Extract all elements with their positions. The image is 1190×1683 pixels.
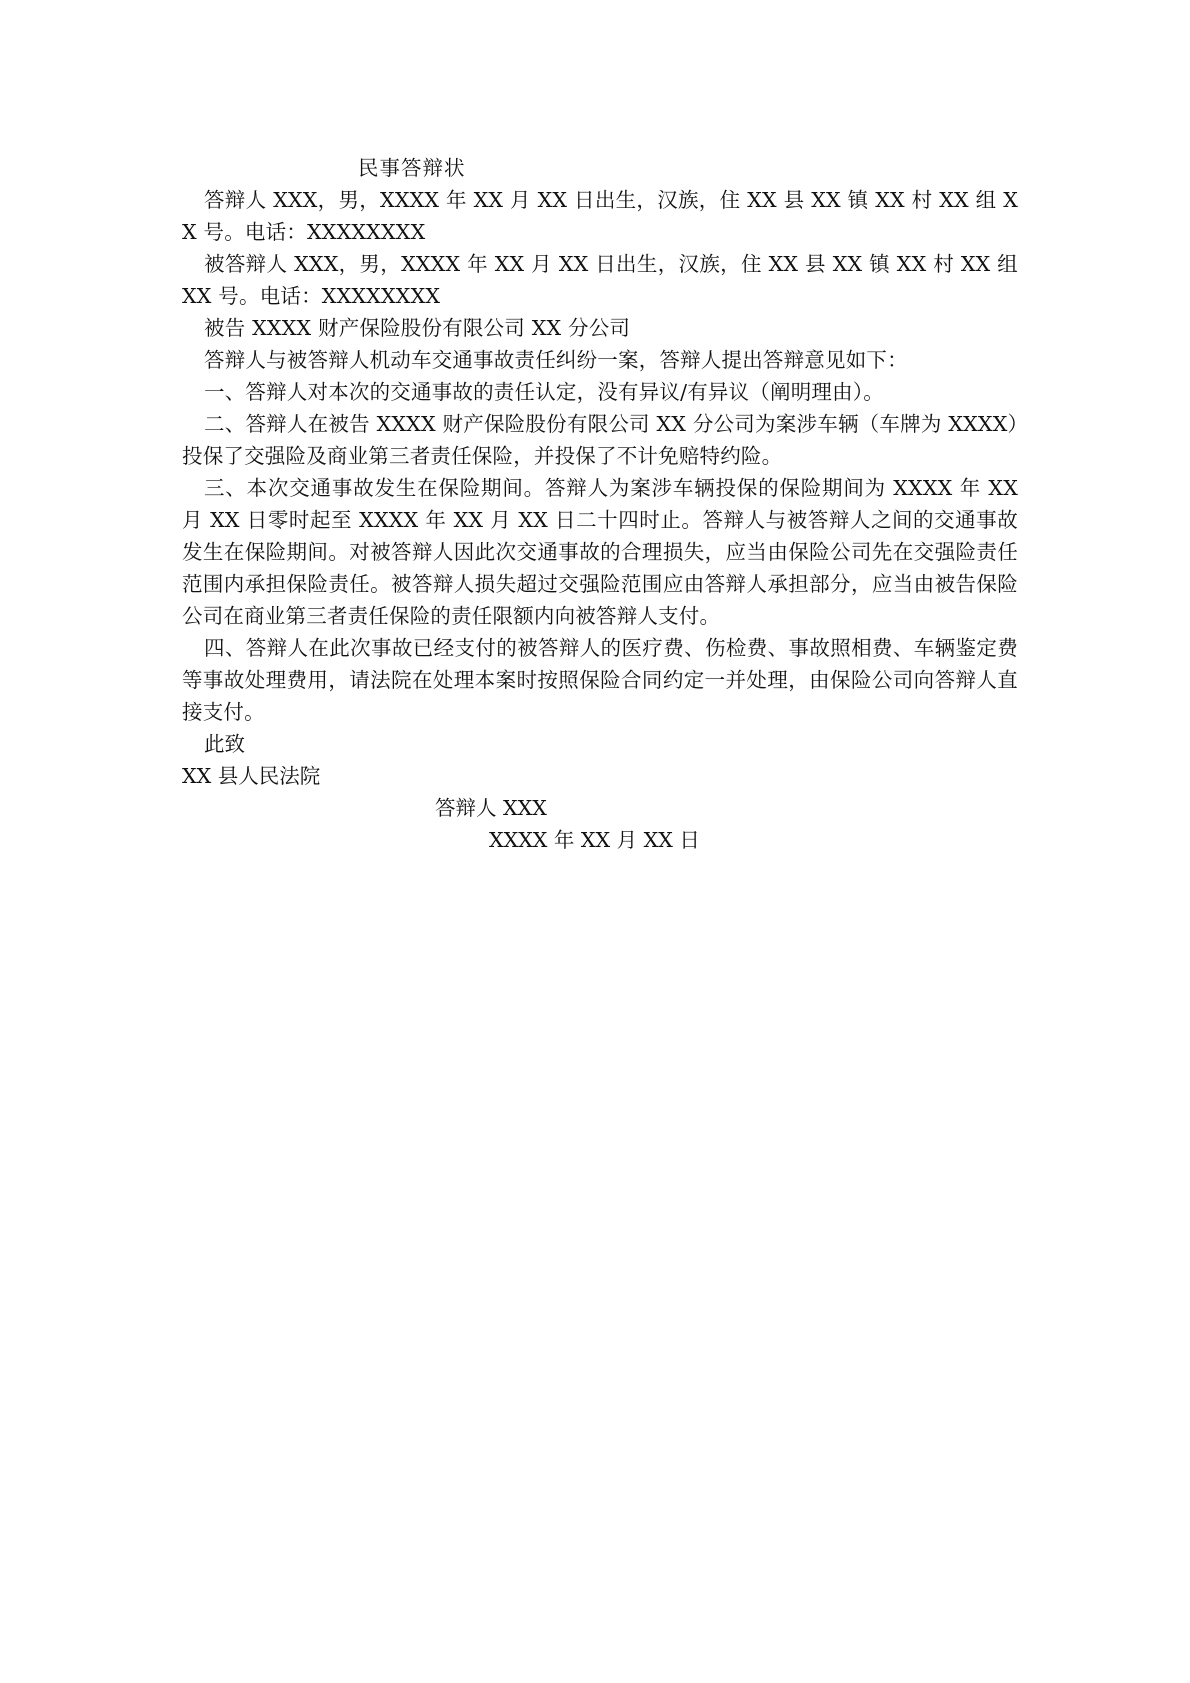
signer-name: 答辩人 XXX xyxy=(435,796,547,820)
respondent-info: 答辩人 XXX，男，XXXX 年 XX 月 XX 日出生，汉族，住 XX 县 XX 镇 XX 村 XX 组 XX 号。电话：XXXXXXXX xyxy=(182,188,1018,244)
counter-party-info: 被答辩人 XXX，男，XXXX 年 XX 月 XX 日出生，汉族，住 XX 县 XX 镇 XX 村 XX 组 XX 号。电话：XXXXXXXX xyxy=(182,252,1018,308)
document-body xyxy=(182,152,1018,856)
signature-date: XXXX 年 XX 月 XX 日 xyxy=(489,828,700,852)
defendant-info: 被告 XXXX 财产保险股份有限公司 XX 分公司 xyxy=(204,316,631,340)
point-3: 三、本次交通事故发生在保险期间。答辩人为案涉车辆投保的保险期间为 XXXX 年 XX 月 XX 日零时起至 XXXX 年 XX 月 XX 日二十四时止。答辩人与被答辩人之间的交通事故发生在保险期间。对被答辩人因此次交通事故的合理损失，应当由保险公司先在交强险责任范围内承担保险责任。被答辩人损失超过交强险范围应由答辩人承担部分，应当由被告保险公司在商业第三者责任保险的责任限额内向被答辩人支付。 xyxy=(182,476,1018,628)
point-1: 一、答辩人对本次的交通事故的责任认定，没有异议/有异议（阐明理由）。 xyxy=(204,380,884,404)
intro-paragraph: 答辩人与被答辩人机动车交通事故责任纠纷一案，答辩人提出答辩意见如下： xyxy=(204,348,908,372)
closing-salutation: 此致 xyxy=(204,732,245,756)
court-name: XX 县人民法院 xyxy=(182,764,321,788)
document-title: 民事答辩状 xyxy=(358,156,466,180)
point-4: 四、答辩人在此次事故已经支付的被答辩人的医疗费、伤检费、事故照相费、车辆鉴定费等事故处理费用，请法院在处理本案时按照保险合同约定一并处理，由保险公司向答辩人直接支付。 xyxy=(182,636,1018,724)
point-2: 二、答辩人在被告 XXXX 财产保险股份有限公司 XX 分公司为案涉车辆（车牌为 XXXX）投保了交强险及商业第三者责任保险，并投保了不计免赔特约险。 xyxy=(182,412,1018,468)
